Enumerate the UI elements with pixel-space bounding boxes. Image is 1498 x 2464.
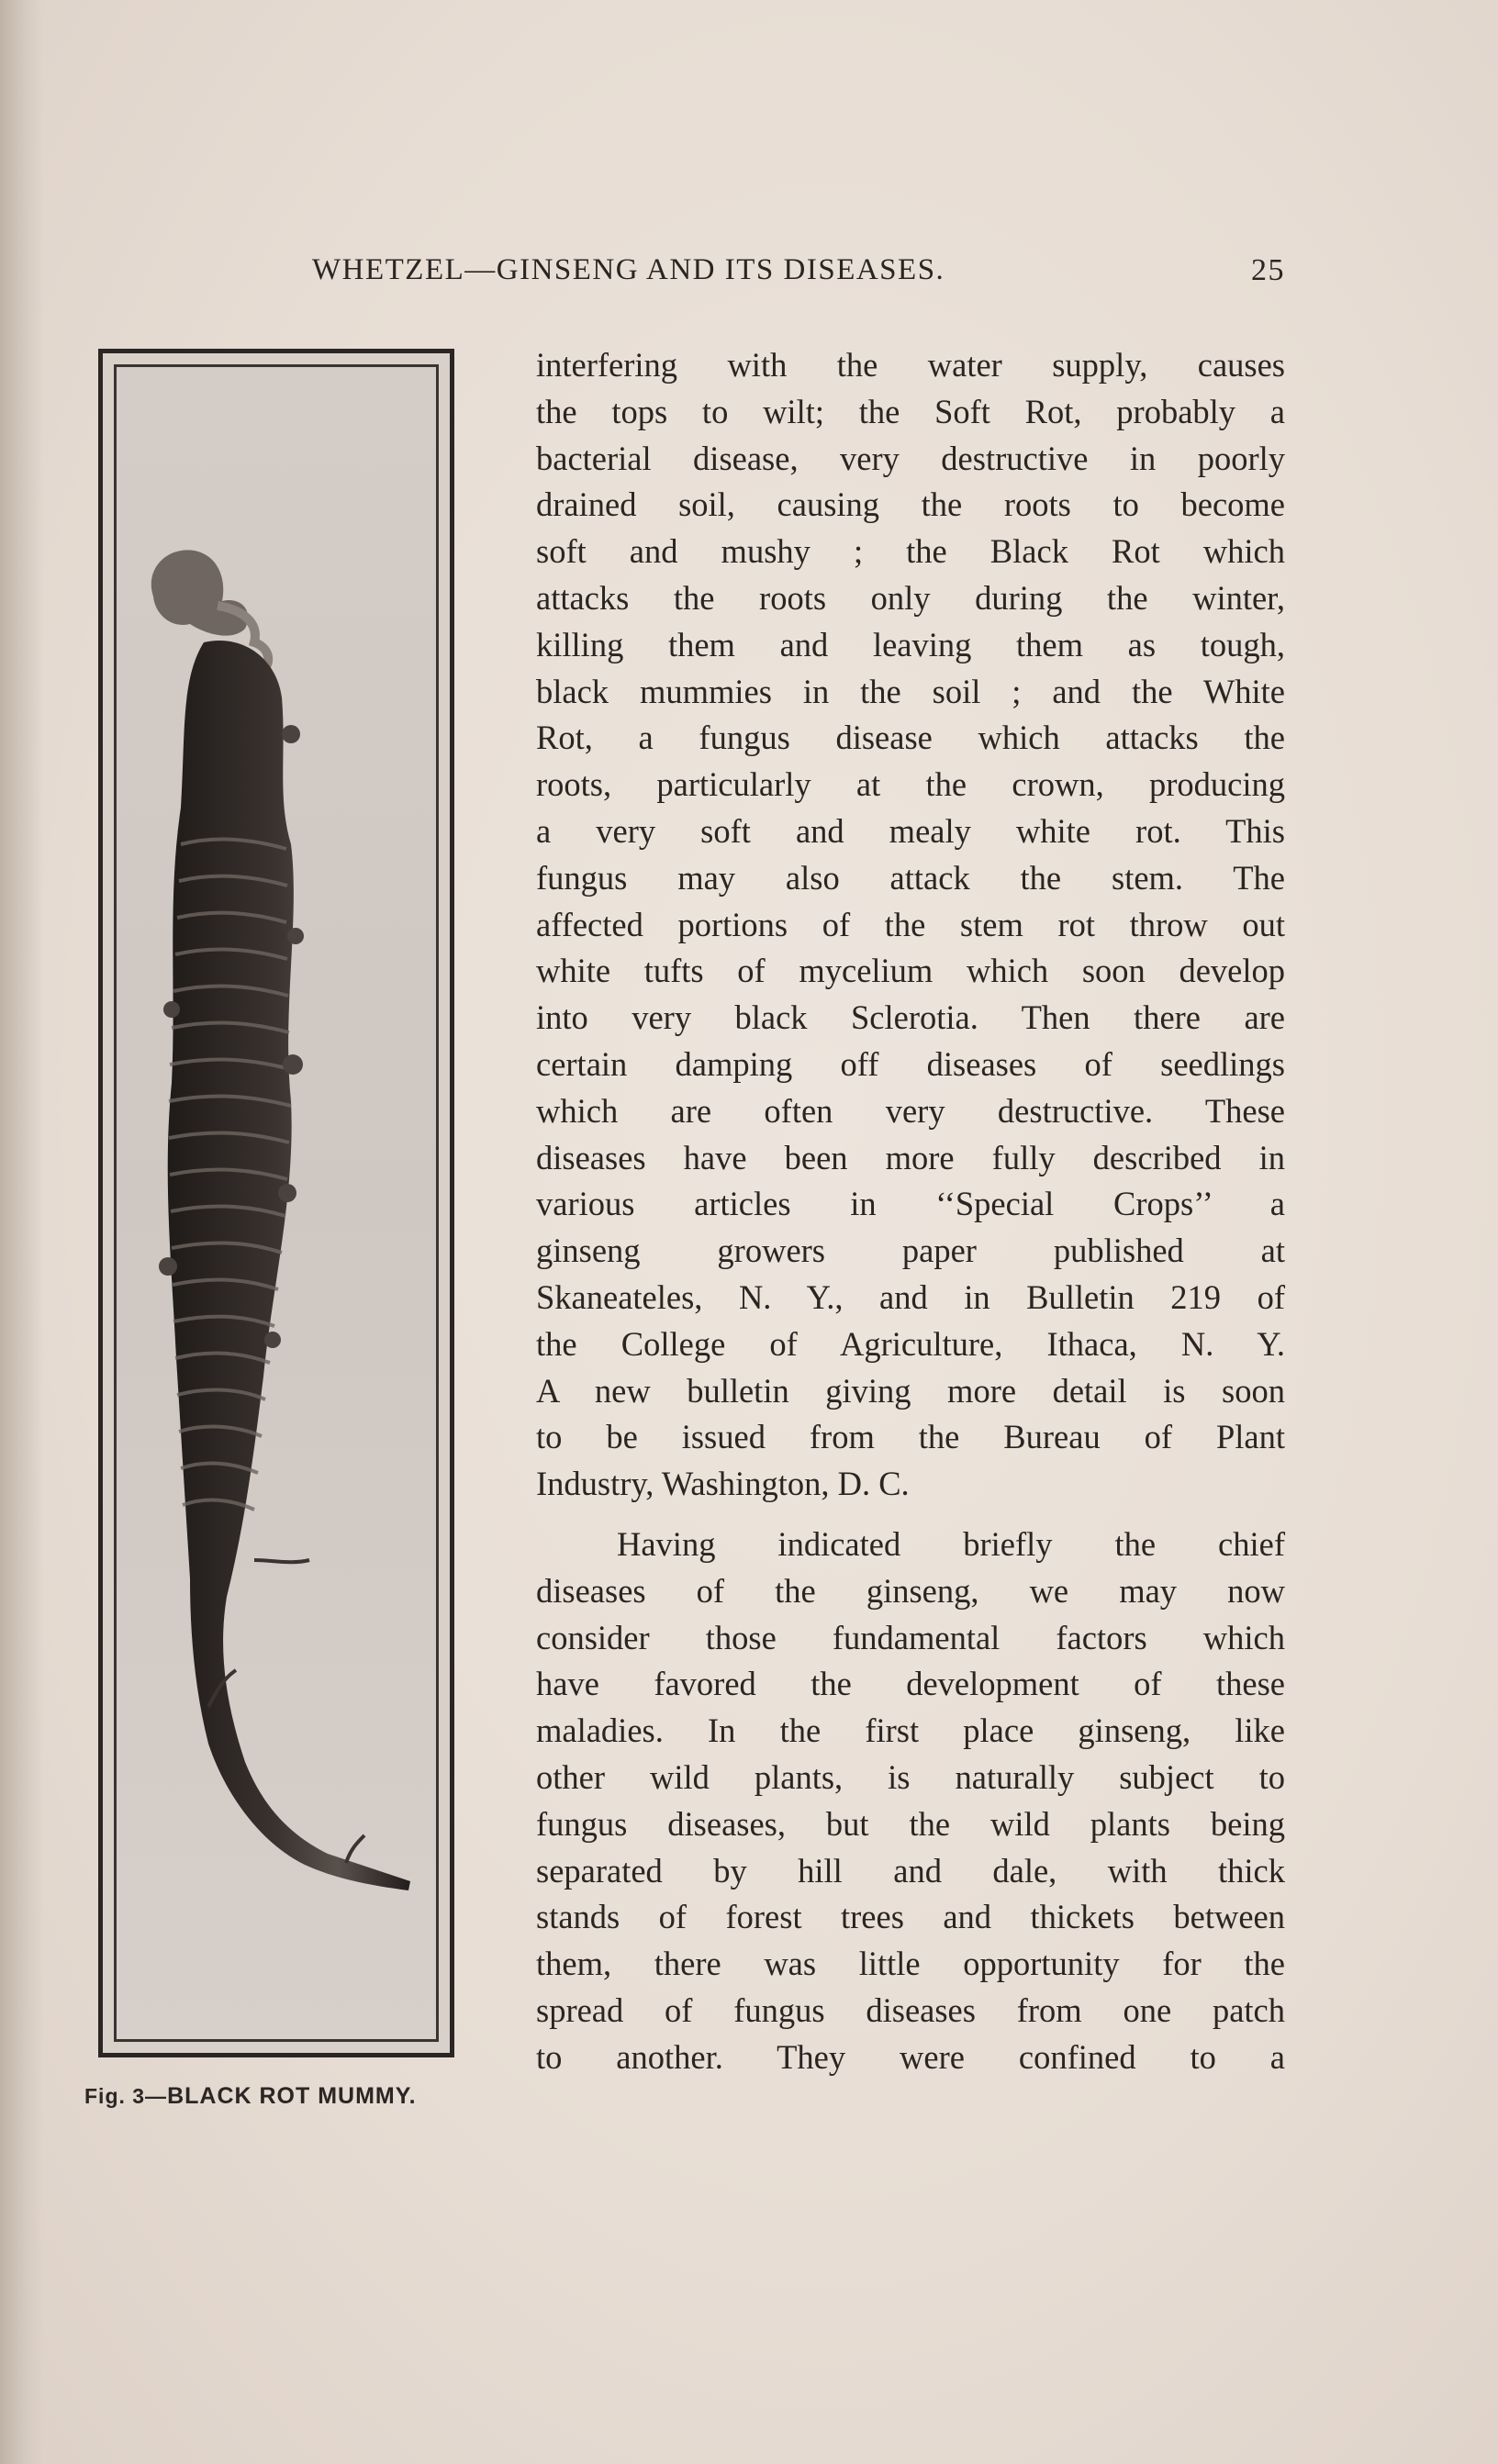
paragraph-1-line: interfering with the water supply, causes [536, 346, 1285, 384]
paragraph-2-line: diseases of the ginseng, we may now [536, 1571, 1285, 1610]
paragraph-2-line: them, there was little opportunity for the [536, 1945, 1285, 1983]
paragraph-2 [536, 1522, 1285, 2081]
running-head [312, 253, 1285, 299]
paragraph-2-line: to another. They were confined to a [536, 2037, 1285, 2076]
paragraph-1 [536, 342, 1285, 1508]
paragraph-1-line: into very black Sclerotia. Then there are [536, 998, 1285, 1037]
paragraph-1-line: a very soft and mealy white rot. This [536, 811, 1285, 850]
figure-caption-text: BLACK ROT MUMMY. [167, 2083, 417, 2109]
black-rot-mummy-photo [114, 364, 439, 2042]
paragraph-1-line: the tops to wilt; the Soft Rot, probably a [536, 392, 1285, 430]
paragraph-1-line: certain damping off diseases of seedlings [536, 1044, 1285, 1083]
paragraph-2-line: other wild plants, is naturally subject to [536, 1757, 1285, 1796]
paragraph-1-line: which are often very destructive. These [536, 1091, 1285, 1130]
paragraph-2-line: consider those fundamental factors which [536, 1618, 1285, 1656]
paragraph-1-line: affected portions of the stem rot throw out [536, 905, 1285, 943]
paragraph-2-line: spread of fungus diseases from one patch [536, 1990, 1285, 2029]
book-gutter-shadow [0, 0, 44, 2464]
paragraph-1-line: ginseng growers paper published at [536, 1232, 1285, 1270]
paragraph-2-line: maladies. In the first place ginseng, like [536, 1711, 1285, 1750]
page-number: 25 [1251, 253, 1285, 287]
paragraph-1-line: Industry, Washington, D. C. [536, 1465, 910, 1503]
paragraph-2-line: separated by hill and dale, with thick [536, 1851, 1285, 1890]
figure-frame [98, 349, 454, 2057]
paragraph-1-line: the College of Agriculture, Ithaca, N. Y. [536, 1324, 1285, 1363]
paragraph-2-line: stands of forest trees and thickets between [536, 1898, 1285, 1936]
paragraph-1-line: diseases have been more fully described in [536, 1138, 1285, 1176]
paragraph-1-line: white tufts of mycelium which soon develop [536, 952, 1285, 990]
paragraph-2-line: have favored the development of these [536, 1665, 1285, 1703]
paragraph-1-line: various articles in ‘‘Special Crops’’ a [536, 1185, 1285, 1223]
paragraph-1-line: roots, particularly at the crown, producing [536, 765, 1285, 804]
body-text [536, 342, 1285, 2080]
paragraph-1-line: killing them and leaving them as tough, [536, 625, 1285, 663]
figure-caption-prefix: Fig. 3— [84, 2084, 168, 2108]
running-title: WHETZEL—GINSENG AND ITS DISEASES. [312, 253, 945, 286]
paragraph-1-line: A new bulletin giving more detail is soon [536, 1371, 1285, 1410]
paragraph-1-line: attacks the roots only during the winter, [536, 578, 1285, 617]
paragraph-1-line: soft and mushy ; the Black Rot which [536, 532, 1285, 571]
paragraph-1-line: Rot, a fungus disease which attacks the [536, 719, 1285, 757]
paragraph-1-line: bacterial disease, very destructive in poorly [536, 439, 1285, 477]
figure-caption [84, 2083, 488, 2110]
root-illustration [117, 367, 439, 2042]
paragraph-1-line: black mummies in the soil ; and the White [536, 672, 1285, 710]
paragraph-1-line: Skaneateles, N. Y., and in Bulletin 219 of [536, 1277, 1285, 1316]
paragraph-1-line: to be issued from the Bureau of Plant [536, 1418, 1285, 1456]
paragraph-1-line: fungus may also attack the stem. The [536, 858, 1285, 897]
paragraph-2-line: Having indicated briefly the chief [617, 1524, 1285, 1563]
paragraph-2-line: fungus diseases, but the wild plants being [536, 1804, 1285, 1843]
paragraph-1-line: drained soil, causing the roots to become [536, 485, 1285, 524]
